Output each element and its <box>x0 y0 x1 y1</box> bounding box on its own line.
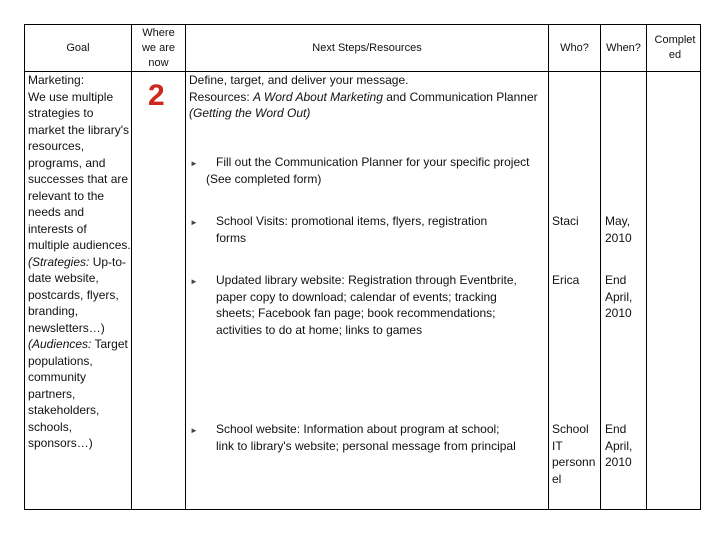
when-line: 2010 <box>605 455 632 469</box>
goal-line: interests of <box>28 221 87 236</box>
who-line: el <box>552 471 562 486</box>
step-3 <box>216 272 550 338</box>
goal-line: stakeholders, <box>28 403 100 417</box>
step-4-when <box>605 421 647 471</box>
step-1 <box>206 154 546 187</box>
table-border-right <box>700 24 701 510</box>
goal-line: schools, <box>28 419 73 434</box>
bullet-arrow-icon: ► <box>190 218 198 227</box>
strategies-rest: Up-to- <box>89 254 127 269</box>
goal-strategies-line <box>28 254 132 271</box>
goal-line: multiple audiences. <box>28 238 131 252</box>
header-where-line2: we are <box>141 42 176 54</box>
goal-line: postcards, flyers, <box>28 287 119 302</box>
intro-line2-mid: and Communication Planner <box>382 89 538 104</box>
goal-line: branding, <box>28 304 79 318</box>
step-line: paper copy to download; calendar of events; tracking <box>216 289 497 304</box>
bullet-arrow-icon: ► <box>190 159 198 168</box>
goal-description <box>28 72 132 452</box>
intro-line3: (Getting the Word Out) <box>189 106 311 120</box>
who-line: Staci <box>552 214 579 228</box>
header-goal <box>25 41 131 56</box>
step-2-who <box>552 213 600 230</box>
header-completed <box>647 33 703 63</box>
goal-line: newsletters…) <box>28 320 105 335</box>
header-next-steps-text: Next Steps/Resources <box>312 42 422 54</box>
goal-line: programs, and <box>28 155 106 170</box>
column-divider-2 <box>185 24 186 510</box>
step-line: School website: Information about program at school; <box>216 422 500 436</box>
who-line: personn <box>552 455 596 469</box>
goal-line: date website, <box>28 271 99 285</box>
step-line: (See completed form) <box>206 171 322 186</box>
goal-line: resources, <box>28 139 85 153</box>
step-4 <box>216 421 550 454</box>
goal-title: Marketing: <box>28 73 85 87</box>
goal-line: relevant to the <box>28 188 105 203</box>
header-where-line3: now <box>148 57 169 69</box>
step-2 <box>216 213 546 246</box>
header-when <box>601 41 646 56</box>
table-border-left <box>24 24 25 510</box>
when-line: April, <box>605 438 633 453</box>
goal-line: needs and <box>28 205 85 219</box>
goal-line: populations, <box>28 353 93 368</box>
goal-line: community <box>28 370 87 384</box>
goal-line: We use multiple <box>28 89 114 104</box>
audiences-rest: Target <box>91 337 128 351</box>
where-we-are-now-value: 2 <box>148 79 165 112</box>
audiences-label: (Audiences: <box>28 337 92 351</box>
header-completed-line2: ed <box>668 49 682 61</box>
when-line: 2010 <box>605 230 632 245</box>
when-line: End <box>605 273 627 287</box>
header-when-text: When? <box>606 42 641 54</box>
goal-line: strategies to <box>28 106 94 120</box>
strategies-label: (Strategies: <box>28 254 90 269</box>
step-line: Updated library website: Registration through Eventbrite, <box>216 273 517 287</box>
intro-line2-prefix: Resources: <box>189 89 254 104</box>
step-line: activities to do at home; links to games <box>216 322 423 337</box>
goal-line: partners, <box>28 386 76 401</box>
step-line: Fill out the Communication Planner for your specific project <box>216 155 530 169</box>
intro-line2 <box>189 89 547 106</box>
table-border-top <box>24 24 700 25</box>
goal-audiences-line <box>28 336 132 353</box>
column-divider-4 <box>600 24 601 510</box>
when-line: 2010 <box>605 306 632 320</box>
step-4-who <box>552 421 600 487</box>
next-steps-intro <box>189 72 547 122</box>
header-next-steps <box>186 41 548 56</box>
header-who-text: Who? <box>560 42 589 54</box>
header-who <box>549 41 600 56</box>
step-line: School Visits: promotional items, flyers, registration <box>216 214 488 228</box>
when-line: End <box>605 422 627 436</box>
when-line: April, <box>605 289 633 304</box>
header-completed-line1: Complet <box>654 34 696 46</box>
step-3-when <box>605 272 647 322</box>
step-line: link to library's website; personal message from principal <box>216 438 516 453</box>
step-2-when <box>605 213 647 246</box>
goal-line: market the library's <box>28 122 129 137</box>
step-3-who <box>552 272 600 289</box>
when-line: May, <box>605 214 631 228</box>
who-line: Erica <box>552 273 580 287</box>
step-line: sheets; Facebook fan page; book recommendations; <box>216 306 496 320</box>
goal-line: successes that are <box>28 172 129 186</box>
goal-line: sponsors…) <box>28 436 93 450</box>
header-where-we-are-now <box>132 26 185 71</box>
header-goal-text: Goal <box>66 42 90 54</box>
intro-line2-italic: A Word About Marketing <box>253 89 383 104</box>
step-line: forms <box>216 230 246 245</box>
who-line: School <box>552 422 589 436</box>
who-line: IT <box>552 438 563 453</box>
bullet-arrow-icon: ► <box>190 426 198 435</box>
header-where-line1: Where <box>142 27 175 39</box>
bullet-arrow-icon: ► <box>190 277 198 286</box>
intro-line1: Define, target, and deliver your message. <box>189 73 409 87</box>
table-border-bottom <box>24 509 700 510</box>
